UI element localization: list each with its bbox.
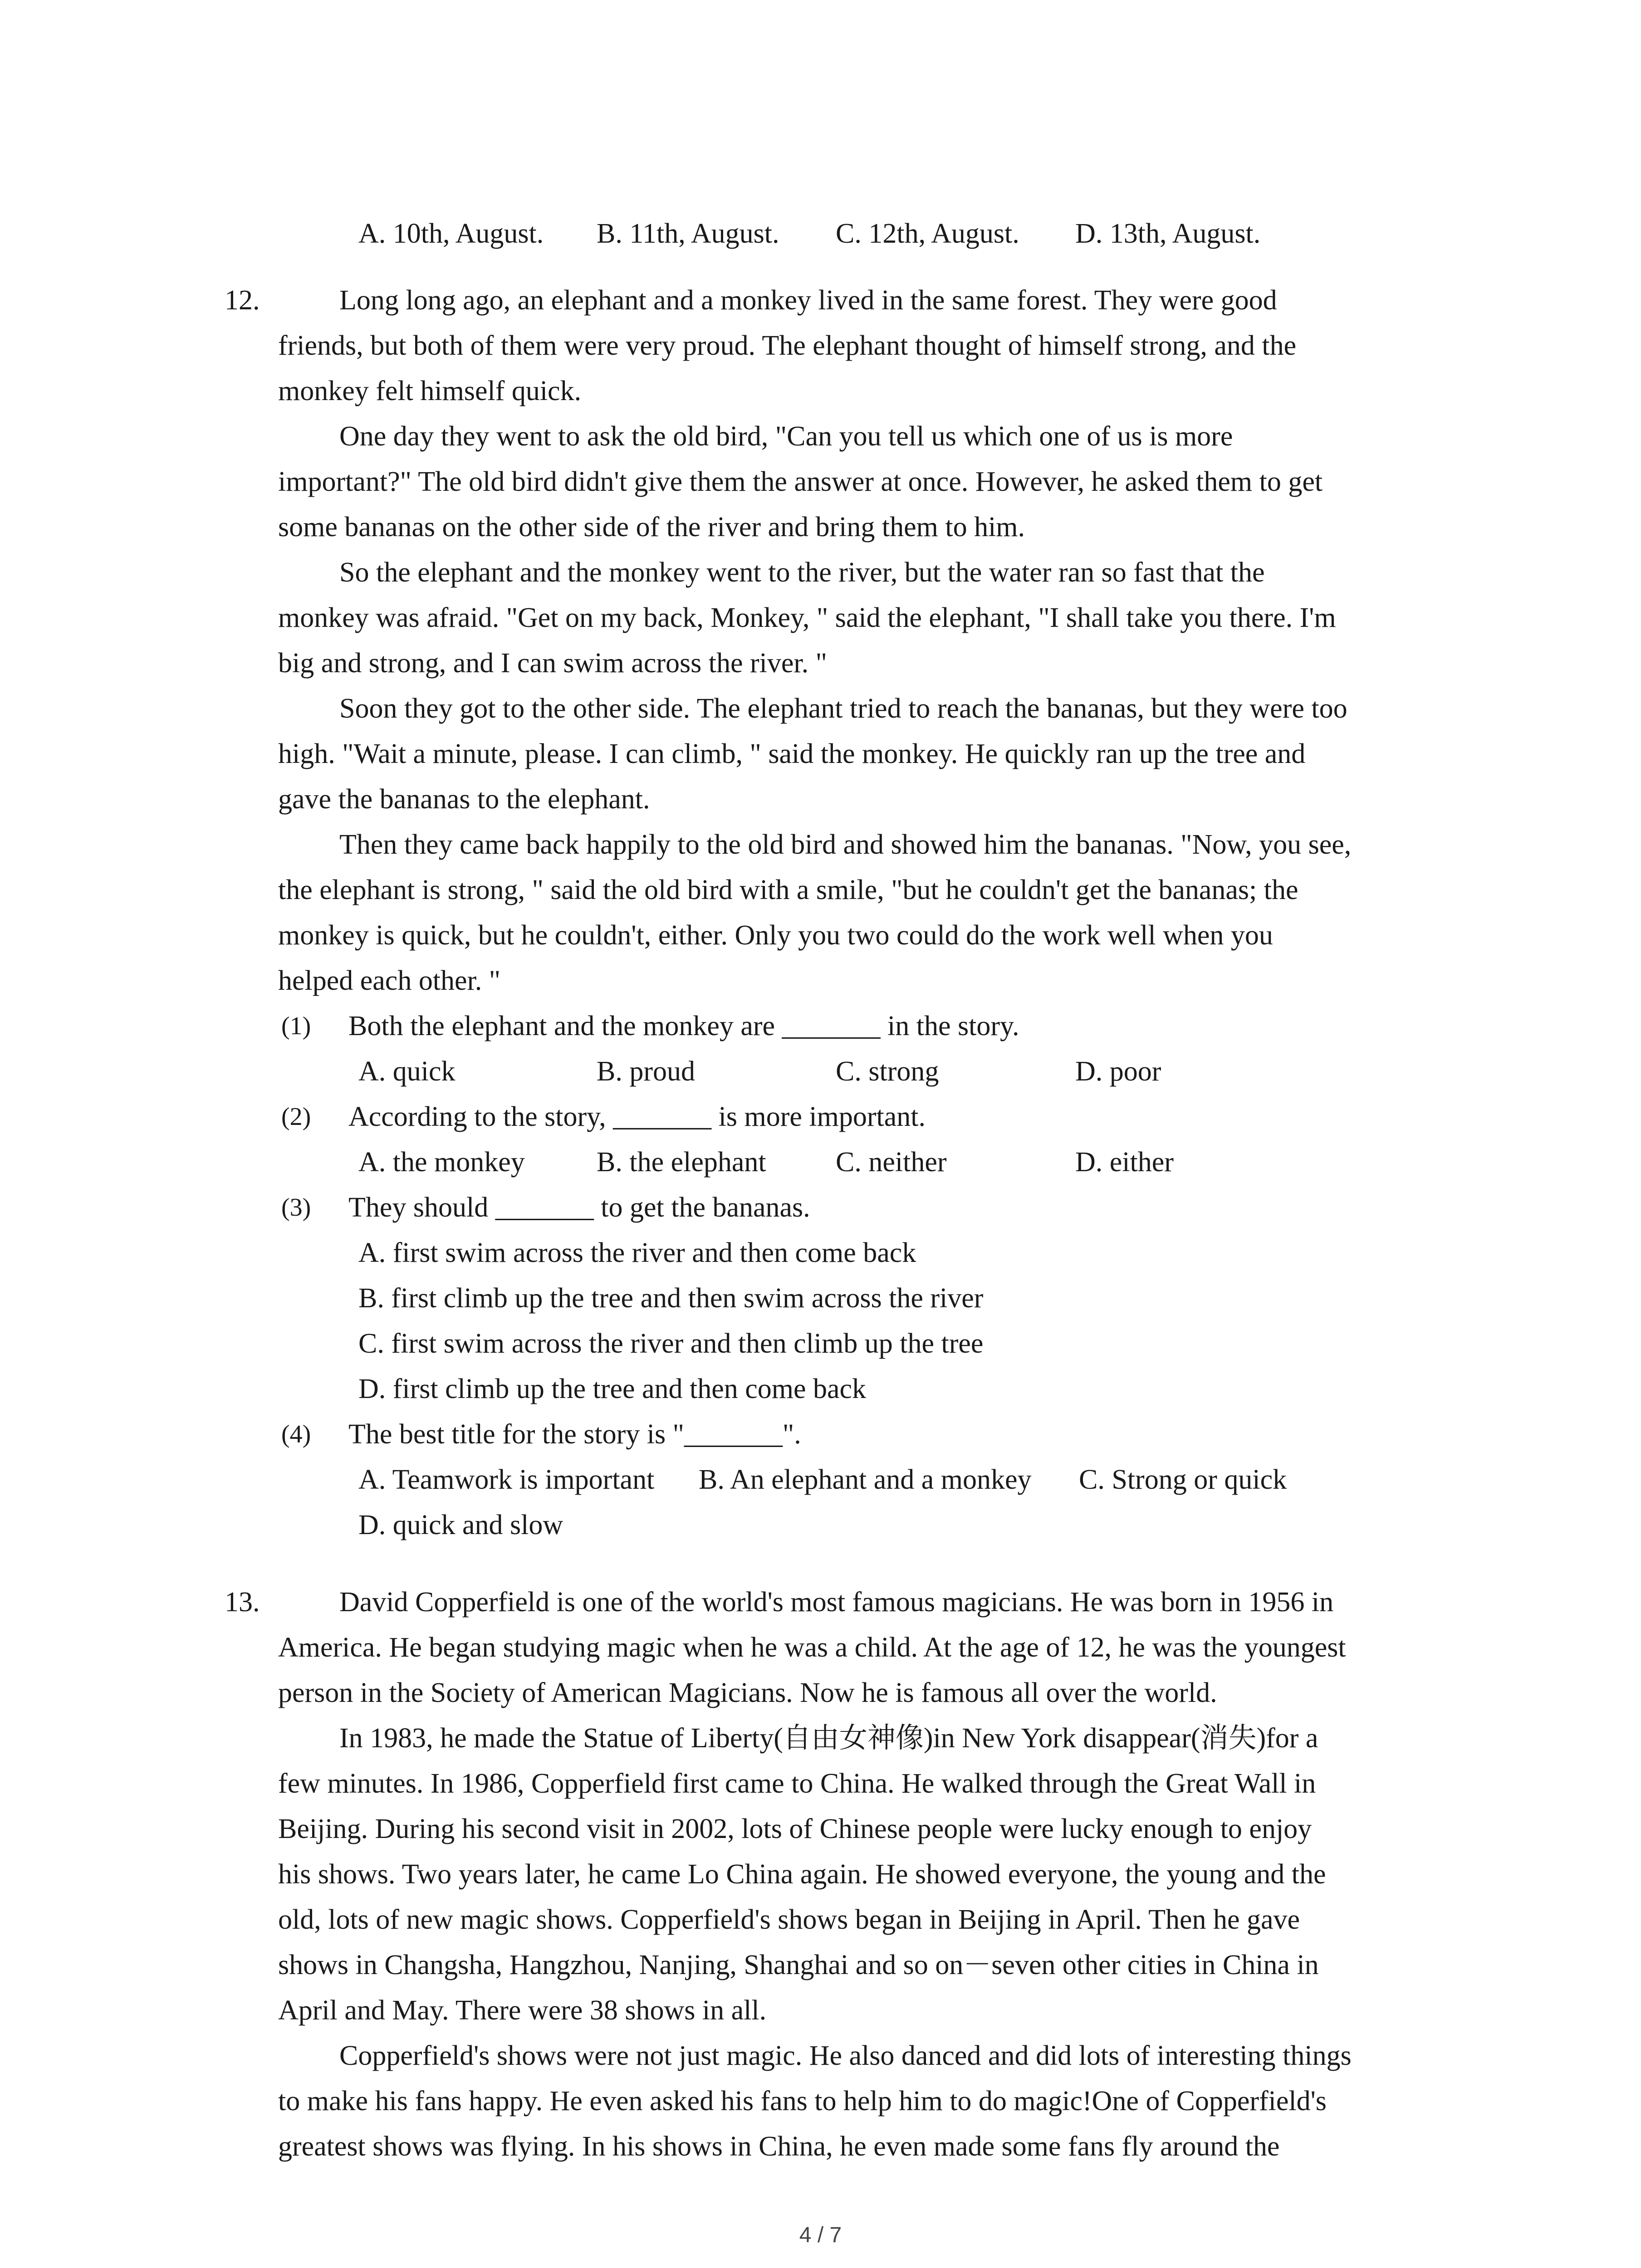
q12-sub4-option-a: A. Teamwork is important [358,1464,655,1495]
q12-line: high. "Wait a minute, please. I can climb, " said the monkey. He quickly ran up the tree and [278,738,1306,769]
q13-line: to make his fans happy. He even asked his fans to help him to do magic!One of Copperfield's [278,2086,1327,2116]
q12-sub4-number: (4) [281,1420,311,1448]
page-number: 4 / 7 [799,2223,842,2247]
q12-line: important?" The old bird didn't give them the answer at once. However, he asked them to get [278,466,1323,497]
q12-sub4-option-c: C. Strong or quick [1079,1464,1287,1495]
q13-line: America. He began studying magic when he was a child. At the age of 12, he was the youngest [278,1632,1346,1663]
q13-line: few minutes. In 1986, Copperfield first came to China. He walked through the Great Wall in [278,1768,1316,1799]
q12-sub4-stem: The best title for the story is "_______". [348,1419,801,1450]
q12-sub3-number: (3) [281,1193,311,1222]
q13-line: April and May. There were 38 shows in all. [278,1995,767,2026]
q13-line: person in the Society of American Magicians. Now he is famous all over the world. [278,1677,1217,1708]
q13-line: David Copperfield is one of the world's most famous magicians. He was born in 1956 in [339,1587,1334,1618]
q12-sub2-option-d: D. either [1075,1147,1174,1178]
q12-line: So the elephant and the monkey went to the river, but the water ran so fast that the [339,557,1265,588]
q12-sub1-option-d: D. poor [1075,1056,1161,1087]
q12-sub2-option-b: B. the elephant [597,1147,766,1178]
q13-line: shows in Changsha, Hangzhou, Nanjing, Shanghai and so on－seven other cities in China in [278,1950,1319,1980]
q12-sub2-stem: According to the story, _______ is more important. [348,1101,926,1132]
q12-line: One day they went to ask the old bird, "Can you tell us which one of us is more [339,421,1233,452]
q12-line: big and strong, and I can swim across the river. " [278,648,827,679]
q13-line: old, lots of new magic shows. Copperfield's shows began in Beijing in April. Then he gave [278,1904,1300,1935]
q12-sub3-option-b: B. first climb up the tree and then swim across the river [358,1283,984,1314]
q12-line: monkey is quick, but he couldn't, either. Only you two could do the work well when you [278,920,1273,951]
q13-line: his shows. Two years later, he came Lo China again. He showed everyone, the young and the [278,1859,1326,1890]
q12-sub4-option-d: D. quick and slow [358,1510,563,1540]
q12-sub1-number: (1) [281,1012,311,1040]
q12-line: Long long ago, an elephant and a monkey lived in the same forest. They were good [339,285,1277,316]
q12-sub2-option-a: A. the monkey [358,1147,525,1178]
q11-option-c: C. 12th, August. [836,218,1019,249]
q13-line: greatest shows was flying. In his shows in China, he even made some fans fly around the [278,2131,1280,2162]
q12-sub2-number: (2) [281,1103,311,1131]
q12-sub1-option-b: B. proud [597,1056,695,1087]
q12-sub3-option-d: D. first climb up the tree and then come back [358,1374,867,1404]
q12-sub3-option-c: C. first swim across the river and then climb up the tree [358,1328,984,1359]
q11-option-b: B. 11th, August. [597,218,779,249]
q12-sub1-stem: Both the elephant and the monkey are _______ in the story. [348,1011,1019,1041]
q12-sub1-option-c: C. strong [836,1056,939,1087]
q12-sub3-stem: They should _______ to get the bananas. [348,1192,810,1223]
q12-sub2-option-c: C. neither [836,1147,947,1178]
q12-line: friends, but both of them were very proud. The elephant thought of himself strong, and the [278,330,1297,361]
q12-line: the elephant is strong, " said the old bird with a smile, "but he couldn't get the bananas; the [278,875,1298,905]
q13-line: In 1983, he made the Statue of Liberty(自由女神像)in New York disappear(消失)for a [339,1723,1318,1754]
q12-line: Soon they got to the other side. The elephant tried to reach the bananas, but they were too [339,693,1347,724]
q12-line: helped each other. " [278,965,501,996]
q12-sub1-option-a: A. quick [358,1056,456,1087]
q12-line: monkey was afraid. "Get on my back, Monkey, " said the elephant, "I shall take you there. I'm [278,602,1336,633]
q13-line: Copperfield's shows were not just magic. He also danced and did lots of interesting things [339,2040,1352,2071]
q12-line: some bananas on the other side of the river and bring them to him. [278,512,1025,543]
q13-number: 13. [225,1587,260,1618]
q12-line: Then they came back happily to the old bird and showed him the bananas. "Now, you see, [339,829,1352,860]
q12-line: monkey felt himself quick. [278,376,582,406]
q12-line: gave the bananas to the elephant. [278,784,650,815]
q11-option-a: A. 10th, August. [358,218,544,249]
q12-sub4-option-b: B. An elephant and a monkey [699,1464,1032,1495]
q13-line: Beijing. During his second visit in 2002, lots of Chinese people were lucky enough to enjoy [278,1813,1312,1844]
q12-number: 12. [225,285,260,316]
q12-sub3-option-a: A. first swim across the river and then come back [358,1237,916,1268]
q11-option-d: D. 13th, August. [1075,218,1261,249]
